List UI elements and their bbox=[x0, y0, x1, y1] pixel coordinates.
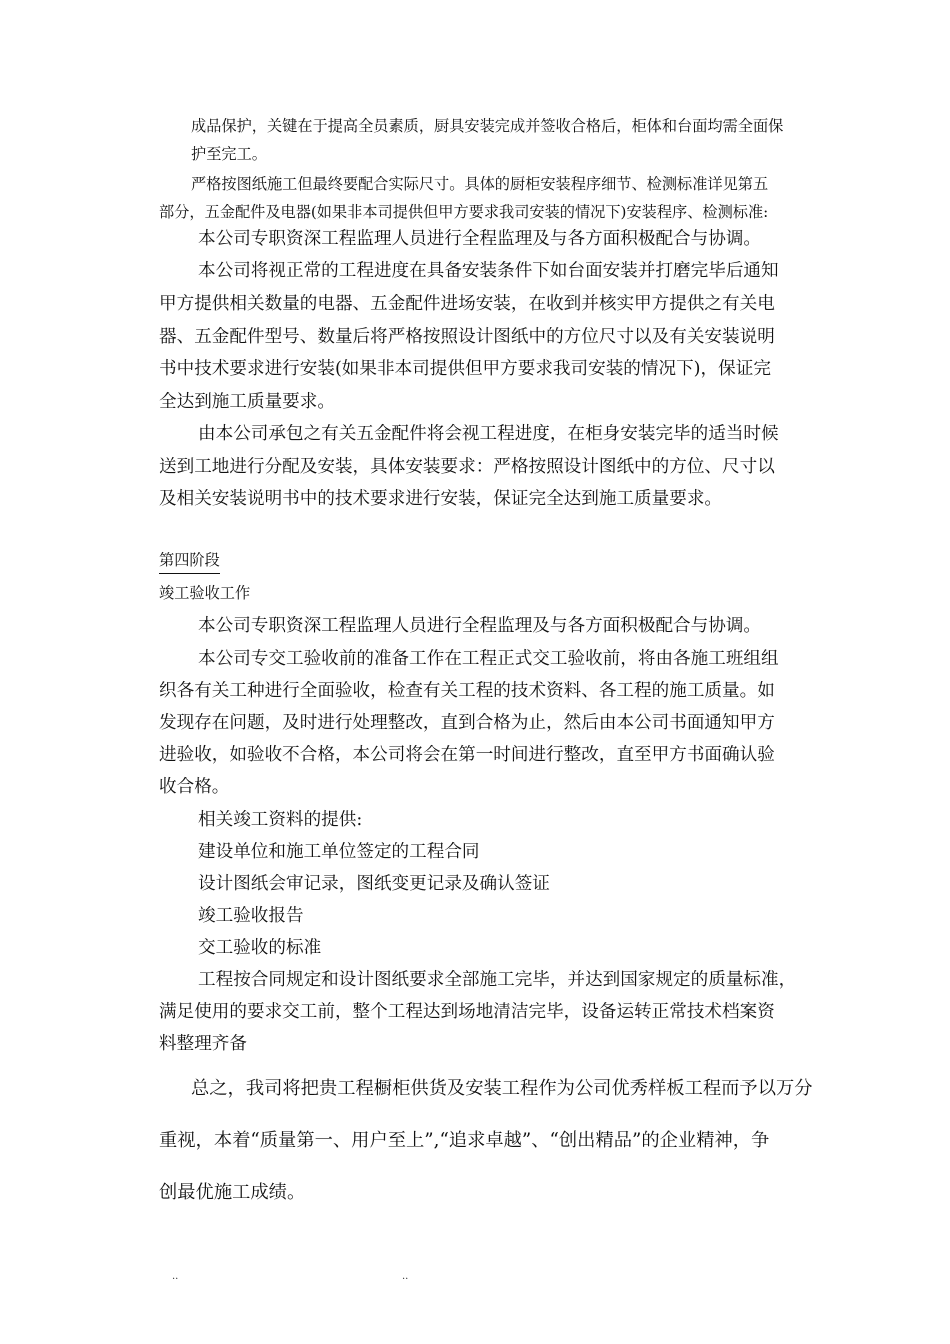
list-item: 交工验收的标准 bbox=[198, 938, 322, 958]
paragraph-installation-line: 甲方提供相关数量的电器、五金配件进场安装，在收到并核实甲方提供之有关电 bbox=[159, 294, 775, 314]
paragraph-acceptance-line: 发现存在问题，及时进行处理整改，直到合格为止，然后由本公司书面通知甲方 bbox=[159, 713, 775, 733]
paragraph-conclusion-line: 创最优施工成绩。 bbox=[159, 1182, 306, 1203]
list-intro: 相关竣工资料的提供: bbox=[198, 810, 363, 830]
paragraph-protection-line: 成品保护，关键在于提高全员素质，厨具安装完成并签收合格后，柜体和台面均需全面保 bbox=[191, 117, 784, 135]
list-item: 设计图纸会审记录，图纸变更记录及确认签证 bbox=[198, 874, 550, 894]
paragraph-installation-line: 全达到施工质量要求。 bbox=[159, 392, 335, 412]
stage-heading: 第四阶段 bbox=[159, 553, 220, 574]
paragraph-installation-line: 书中技术要求进行安装(如果非本司提供但甲方要求我司安装的情况下)，保证完 bbox=[159, 359, 771, 379]
paragraph-standard-line: 工程按合同规定和设计图纸要求全部施工完毕，并达到国家规定的质量标准， bbox=[198, 970, 797, 990]
footer-mark-left: .. bbox=[172, 1271, 179, 1282]
paragraph-acceptance-line: 织各有关工种进行全面验收，检查有关工程的技术资料、各工程的施工质量。如 bbox=[159, 681, 775, 701]
paragraph-acceptance-line: 进验收，如验收不合格，本公司将会在第一时间进行整改，直至甲方书面确认验 bbox=[159, 745, 775, 765]
paragraph-drawing-line: 严格按图纸施工但最终要配合实际尺寸。具体的厨柜安装程序细节、检测标准详见第五 bbox=[191, 175, 769, 193]
paragraph-hardware-line: 由本公司承包之有关五金配件将会视工程进度，在柜身安装完毕的适当时候 bbox=[198, 424, 779, 444]
footer-mark-right: .. bbox=[402, 1271, 409, 1282]
paragraph-acceptance-line: 本公司专交工验收前的准备工作在工程正式交工验收前，将由各施工班组组 bbox=[198, 649, 779, 669]
paragraph-conclusion-line: 总之，我司将把贵工程橱柜供货及安装工程作为公司优秀样板工程而予以万分 bbox=[191, 1078, 813, 1099]
paragraph-acceptance-line: 收合格。 bbox=[159, 777, 230, 797]
list-item: 建设单位和施工单位签定的工程合同 bbox=[198, 842, 480, 862]
paragraph-supervision-line: 本公司专职资深工程监理人员进行全程监理及与各方面积极配合与协调。 bbox=[198, 229, 762, 249]
paragraph-supervision-line: 本公司专职资深工程监理人员进行全程监理及与各方面积极配合与协调。 bbox=[198, 616, 762, 636]
paragraph-standard-line: 料整理齐备 bbox=[159, 1034, 247, 1054]
paragraph-conclusion-line: 重视，本着“质量第一、用户至上”,“追求卓越”、“创出精品”的企业精神，争 bbox=[159, 1130, 770, 1151]
paragraph-hardware-line: 及相关安装说明书中的技术要求进行安装，保证完全达到施工质量要求。 bbox=[159, 489, 723, 509]
paragraph-installation-line: 器、五金配件型号、数量后将严格按照设计图纸中的方位尺寸以及有关安装说明 bbox=[159, 327, 775, 347]
paragraph-protection-line: 护至完工。 bbox=[191, 145, 267, 163]
paragraph-installation-line: 本公司将视正常的工程进度在具备安装条件下如台面安装并打磨完毕后通知 bbox=[198, 261, 779, 281]
list-item: 竣工验收报告 bbox=[198, 906, 304, 926]
section-title: 竣工验收工作 bbox=[159, 584, 251, 602]
paragraph-drawing-line: 部分，五金配件及电器(如果非本司提供但甲方要求我司安装的情况下)安装程序、检测标准: bbox=[159, 203, 769, 221]
paragraph-hardware-line: 送到工地进行分配及安装，具体安装要求：严格按照设计图纸中的方位、尺寸以 bbox=[159, 457, 775, 477]
paragraph-standard-line: 满足使用的要求交工前，整个工程达到场地清洁完毕，设备运转正常技术档案资 bbox=[159, 1002, 775, 1022]
